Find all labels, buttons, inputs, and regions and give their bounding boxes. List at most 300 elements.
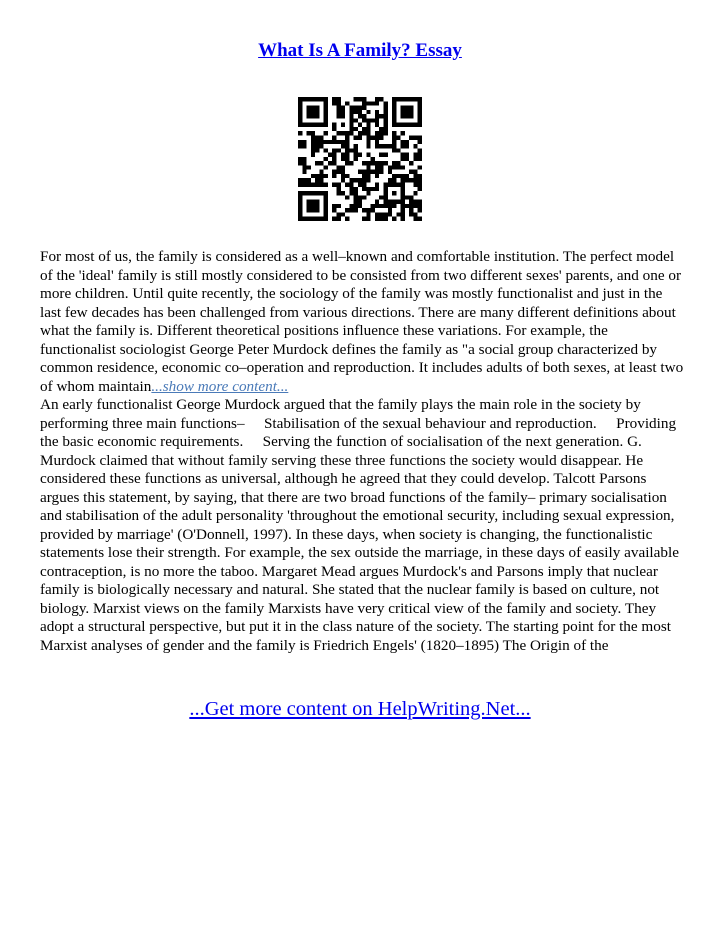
qr-module [392, 97, 396, 101]
qr-module [366, 144, 370, 148]
qr-module [332, 170, 336, 174]
qr-module [311, 217, 315, 221]
qr-module [354, 144, 358, 148]
qr-module [405, 178, 409, 182]
qr-module [341, 157, 345, 161]
qr-module [324, 97, 328, 101]
qr-module [336, 131, 340, 135]
qr-module [362, 187, 366, 191]
qr-module [345, 144, 349, 148]
qr-module [413, 191, 417, 195]
qr-module [413, 157, 417, 161]
qr-module [392, 165, 396, 169]
qr-module [418, 148, 422, 152]
qr-module [311, 110, 315, 114]
qr-module [349, 161, 353, 165]
qr-module [298, 212, 302, 216]
qr-module [405, 106, 409, 110]
qr-module [366, 127, 370, 131]
qr-module [396, 200, 400, 204]
qr-module [336, 183, 340, 187]
qr-module [413, 153, 417, 157]
qr-module [298, 183, 302, 187]
qr-module [362, 183, 366, 187]
paragraph-text: For most of us, the family is considered as a well–known and comfortable institution. The perfect model of the 'ideal' family is still mostly considered to be consisted from two different sexes' parents, and one or more children. Until quite recently, the sociology of the family was mostly functionalist and just in the last few decades has been challenged from various directions. There are many different definitions about what the family is. Different theoretical positions influence these variations. For example, the functionalist sociologist George Peter Murdock defines the family as "a social group characterized by common residence, economic co–operation and reproduction. It includes adults of both sexes, at least two of whom maintain [40, 248, 684, 395]
qr-module [401, 144, 405, 148]
qr-module [319, 135, 323, 139]
qr-module [354, 195, 358, 199]
qr-module [413, 183, 417, 187]
qr-module [324, 110, 328, 114]
qr-module [345, 153, 349, 157]
qr-module [405, 144, 409, 148]
qr-module [366, 110, 370, 114]
qr-module [336, 140, 340, 144]
qr-module [362, 118, 366, 122]
qr-module [401, 191, 405, 195]
qr-module [341, 114, 345, 118]
qr-module [349, 131, 353, 135]
qr-module [392, 178, 396, 182]
qr-module [332, 183, 336, 187]
qr-module [324, 217, 328, 221]
qr-module [349, 148, 353, 152]
qr-module [401, 174, 405, 178]
qr-module [315, 144, 319, 148]
qr-module [345, 174, 349, 178]
qr-module [354, 135, 358, 139]
qr-module [328, 161, 332, 165]
qr-module [371, 187, 375, 191]
qr-module [307, 191, 311, 195]
qr-module [302, 183, 306, 187]
qr-module [418, 123, 422, 127]
qr-module [324, 140, 328, 144]
qr-module [379, 97, 383, 101]
qr-module [319, 170, 323, 174]
qr-module [409, 170, 413, 174]
qr-module [384, 114, 388, 118]
qr-module [336, 106, 340, 110]
qr-module [375, 114, 379, 118]
qr-module [315, 183, 319, 187]
qr-module [315, 217, 319, 221]
qr-module [371, 208, 375, 212]
qr-module [315, 208, 319, 212]
qr-module [307, 97, 311, 101]
qr-module [371, 161, 375, 165]
qr-module [396, 135, 400, 139]
qr-module [307, 204, 311, 208]
qr-module [392, 135, 396, 139]
qr-module [315, 174, 319, 178]
qr-module [354, 191, 358, 195]
qr-module [418, 165, 422, 169]
qr-module [354, 148, 358, 152]
qr-module [311, 208, 315, 212]
qr-module [307, 178, 311, 182]
qr-module [341, 191, 345, 195]
qr-module [384, 212, 388, 216]
qr-module [371, 157, 375, 161]
qr-module [396, 97, 400, 101]
qr-module [332, 204, 336, 208]
qr-module [332, 208, 336, 212]
qr-module [409, 212, 413, 216]
qr-module [354, 106, 358, 110]
essay-title-link[interactable]: What Is A Family? Essay [258, 40, 462, 61]
qr-module [401, 208, 405, 212]
qr-module [358, 204, 362, 208]
qr-module [366, 135, 370, 139]
qr-module [324, 191, 328, 195]
qr-module [375, 101, 379, 105]
qr-module [298, 157, 302, 161]
qr-module [349, 114, 353, 118]
qr-module [302, 144, 306, 148]
qr-module [392, 106, 396, 110]
qr-module [392, 101, 396, 105]
qr-module [401, 123, 405, 127]
qr-module [354, 127, 358, 131]
qr-module [384, 217, 388, 221]
qr-module [409, 97, 413, 101]
qr-module [366, 217, 370, 221]
qr-module [392, 161, 396, 165]
qr-module [392, 123, 396, 127]
qr-module [311, 114, 315, 118]
qr-module [315, 140, 319, 144]
qr-module [315, 123, 319, 127]
qr-module [413, 174, 417, 178]
qr-module [409, 200, 413, 204]
qr-module [418, 157, 422, 161]
qr-module [302, 157, 306, 161]
qr-module [418, 208, 422, 212]
qr-module [401, 212, 405, 216]
qr-module [345, 101, 349, 105]
qr-module [349, 123, 353, 127]
qr-module [375, 123, 379, 127]
qr-module [371, 118, 375, 122]
qr-module [358, 170, 362, 174]
qr-module [311, 204, 315, 208]
qr-module [307, 114, 311, 118]
qr-module [392, 144, 396, 148]
qr-module [375, 183, 379, 187]
essay-body [40, 248, 686, 655]
qr-module [392, 140, 396, 144]
qr-module [298, 208, 302, 212]
qr-module [413, 170, 417, 174]
qr-module [307, 123, 311, 127]
qr-module [409, 178, 413, 182]
qr-module [298, 140, 302, 144]
qr-module [298, 97, 302, 101]
qr-module [392, 183, 396, 187]
qr-module [349, 208, 353, 212]
qr-module [319, 174, 323, 178]
qr-module [358, 123, 362, 127]
qr-module [418, 110, 422, 114]
qr-module [324, 183, 328, 187]
qr-module [366, 208, 370, 212]
qr-module [396, 123, 400, 127]
qr-code-icon [298, 97, 422, 221]
qr-module [375, 187, 379, 191]
qr-module [418, 217, 422, 221]
qr-module [354, 97, 358, 101]
qr-module [366, 170, 370, 174]
qr-module [341, 110, 345, 114]
qr-module [388, 212, 392, 216]
qr-module [384, 191, 388, 195]
qr-module [341, 123, 345, 127]
qr-module [371, 101, 375, 105]
qr-module [375, 174, 379, 178]
qr-module [311, 183, 315, 187]
qr-module [413, 144, 417, 148]
qr-module [384, 118, 388, 122]
qr-module [401, 97, 405, 101]
qr-module [345, 157, 349, 161]
qr-module [315, 148, 319, 152]
qr-module [366, 212, 370, 216]
qr-module [358, 200, 362, 204]
qr-module [396, 161, 400, 165]
qr-module [336, 170, 340, 174]
qr-module [413, 135, 417, 139]
qr-module [392, 148, 396, 152]
qr-module [392, 204, 396, 208]
essay-paragraph [40, 248, 686, 396]
qr-module [324, 157, 328, 161]
qr-module [388, 165, 392, 169]
qr-module [311, 153, 315, 157]
qr-module [362, 170, 366, 174]
qr-module [319, 140, 323, 144]
qr-module [405, 153, 409, 157]
qr-module [354, 110, 358, 114]
qr-module [401, 165, 405, 169]
qr-module [418, 178, 422, 182]
qr-module [388, 208, 392, 212]
qr-module [298, 161, 302, 165]
qr-module [405, 157, 409, 161]
qr-module [392, 110, 396, 114]
qr-module [341, 153, 345, 157]
qr-module [358, 110, 362, 114]
qr-module [413, 217, 417, 221]
qr-module [413, 212, 417, 216]
qr-module [375, 97, 379, 101]
qr-module [392, 174, 396, 178]
qr-module [379, 212, 383, 216]
qr-module [315, 161, 319, 165]
qr-module [366, 187, 370, 191]
qr-module [405, 97, 409, 101]
qr-module [319, 191, 323, 195]
qr-module [366, 118, 370, 122]
qr-module [345, 148, 349, 152]
qr-module [375, 161, 379, 165]
qr-module [396, 148, 400, 152]
qr-module [418, 183, 422, 187]
qr-module [349, 183, 353, 187]
qr-module [315, 106, 319, 110]
qr-module [384, 161, 388, 165]
qr-module [413, 123, 417, 127]
qr-module [354, 178, 358, 182]
qr-module [401, 106, 405, 110]
essay-paragraph: An early functionalist George Murdock argued that the family plays the main role in the society by performing three main functions– Stabilisation of the sexual behaviour and reproduction. Providing the basic economic requirements. Serving the function of socialisation of the next generation. G. Murdock claimed that without family serving these three functions the society would disappear. He considered these functions as universal, although he agreed that they could develop. Talcott Parsons argues this statement, by saying, that there are two broad functions of the family– primary socialisation and stabilisation of the adult personality 'throughout the emotional security, including sexual expression, provided by marriage' (O'Donnell, 1997). In these days, when society is changing, the functionalistic statements lose their strength. For example, the sex outside the marriage, in these days of easily available contraception, is no more the taboo. Margaret Mead argues Murdock's and Parsons imply that nuclear family is biologically necessary and natural. She stated that the nuclear family is based on culture, not biology. Marxist views on the family Marxists have very critical view of the family and society. They adopt a structural perspective, but put it in the class nature of the society. The starting point for the most Marxist analyses of gender and the family is Friedrich Engels' (1820–1895) The Origin of the [40, 396, 679, 654]
qr-module [298, 131, 302, 135]
qr-module [302, 140, 306, 144]
qr-module [375, 131, 379, 135]
qr-module [349, 118, 353, 122]
qr-module [341, 140, 345, 144]
qr-module [319, 123, 323, 127]
qr-module [375, 170, 379, 174]
qr-module [366, 153, 370, 157]
qr-module [366, 191, 370, 195]
qr-module [413, 178, 417, 182]
qr-module [349, 187, 353, 191]
qr-module [332, 217, 336, 221]
qr-module [362, 208, 366, 212]
qr-module [345, 161, 349, 165]
qr-module [379, 204, 383, 208]
qr-module [311, 131, 315, 135]
qr-module [324, 131, 328, 135]
qr-module [371, 170, 375, 174]
qr-module [315, 135, 319, 139]
qr-module [332, 123, 336, 127]
qr-module [328, 153, 332, 157]
qr-module [392, 131, 396, 135]
qr-module [336, 204, 340, 208]
qr-module [298, 217, 302, 221]
qr-module [388, 178, 392, 182]
qr-module [319, 178, 323, 182]
qr-module [366, 174, 370, 178]
qr-module [307, 131, 311, 135]
qr-module [379, 217, 383, 221]
qr-module [298, 144, 302, 148]
show-more-link[interactable]: ...show more content... [151, 377, 289, 395]
qr-module [311, 148, 315, 152]
qr-module [354, 204, 358, 208]
qr-module [319, 144, 323, 148]
qr-module [362, 101, 366, 105]
qr-module [409, 106, 413, 110]
qr-module [336, 148, 340, 152]
qr-module [324, 101, 328, 105]
qr-module [341, 144, 345, 148]
qr-module [298, 106, 302, 110]
qr-module [396, 212, 400, 216]
qr-module [384, 106, 388, 110]
qr-module [362, 178, 366, 182]
qr-module [366, 161, 370, 165]
qr-module [302, 217, 306, 221]
qr-module [379, 127, 383, 131]
qr-module [358, 183, 362, 187]
qr-module [388, 144, 392, 148]
qr-module [362, 97, 366, 101]
qr-module [375, 110, 379, 114]
qr-module [405, 204, 409, 208]
qr-module [307, 165, 311, 169]
qr-module [345, 135, 349, 139]
qr-module [354, 208, 358, 212]
qr-module [384, 127, 388, 131]
qr-module [401, 187, 405, 191]
qr-module [358, 106, 362, 110]
qr-module [401, 114, 405, 118]
qr-module [418, 140, 422, 144]
qr-module [371, 135, 375, 139]
qr-module [409, 114, 413, 118]
qr-module [401, 178, 405, 182]
qr-module [336, 114, 340, 118]
qr-module [358, 135, 362, 139]
qr-module [388, 204, 392, 208]
qr-module [366, 165, 370, 169]
qr-module [345, 183, 349, 187]
get-more-content-link[interactable]: ...Get more content on HelpWriting.Net... [189, 698, 531, 720]
qr-module [302, 123, 306, 127]
qr-module [302, 191, 306, 195]
qr-module [345, 195, 349, 199]
qr-module [332, 101, 336, 105]
qr-module [332, 97, 336, 101]
qr-module [375, 212, 379, 216]
qr-module [311, 97, 315, 101]
qr-module [379, 114, 383, 118]
qr-module [388, 183, 392, 187]
qr-module [396, 183, 400, 187]
qr-module [332, 157, 336, 161]
qr-module [341, 174, 345, 178]
qr-module [418, 135, 422, 139]
qr-module [413, 204, 417, 208]
qr-module [409, 195, 413, 199]
qr-module [396, 174, 400, 178]
qr-module [405, 114, 409, 118]
qr-module [362, 195, 366, 199]
qr-module [384, 187, 388, 191]
qr-module [332, 153, 336, 157]
qr-module [392, 114, 396, 118]
qr-module [375, 140, 379, 144]
qr-module [418, 97, 422, 101]
qr-module [379, 135, 383, 139]
qr-module [332, 174, 336, 178]
qr-module [324, 165, 328, 169]
qr-module [307, 106, 311, 110]
qr-module [341, 165, 345, 169]
qr-module [324, 174, 328, 178]
qr-module [332, 161, 336, 165]
qr-module [332, 127, 336, 131]
qr-module [349, 178, 353, 182]
qr-module [311, 144, 315, 148]
qr-module [366, 178, 370, 182]
qr-module [418, 106, 422, 110]
qr-module [362, 106, 366, 110]
qr-module [384, 183, 388, 187]
